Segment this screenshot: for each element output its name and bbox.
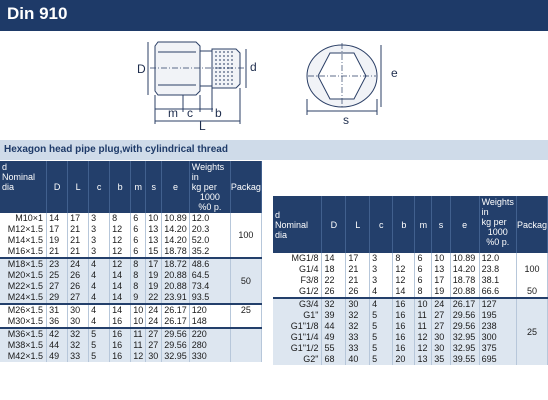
cell: 26 (346, 286, 370, 298)
cell: 14 (393, 286, 415, 298)
col-header-c: c (370, 196, 393, 253)
cell: 4 (89, 304, 110, 316)
dim-m-label: m (168, 106, 178, 120)
table-group (0, 258, 262, 304)
cell: 16 (110, 351, 131, 362)
cell: 5 (89, 328, 110, 340)
cell: 26.17 (162, 316, 190, 328)
cell: 27 (146, 328, 162, 340)
cell: M42×1.5 (0, 351, 47, 362)
cell: 93.5 (189, 292, 230, 304)
cell: 3 (89, 213, 110, 224)
cell: 38.1 (479, 275, 516, 286)
col-header-d-text: d (275, 209, 281, 220)
cell: 17 (432, 275, 451, 286)
cell: 32.95 (162, 351, 190, 362)
table-row (0, 224, 262, 235)
col-header-package: Packag (230, 161, 261, 213)
dim-e-label: e (391, 66, 398, 80)
cell: 21 (346, 264, 370, 275)
cell: M30×1.5 (0, 316, 47, 328)
col-header-D: D (322, 196, 346, 253)
cell: F3/8 (273, 275, 322, 286)
table-row (0, 281, 262, 292)
cell: 29.56 (450, 310, 479, 321)
cell: 30 (68, 304, 89, 316)
cell: 18.72 (162, 258, 190, 270)
col-header-s: s (146, 161, 162, 213)
cell: 32 (68, 328, 89, 340)
cell: 19 (432, 286, 451, 298)
cell: 12.0 (479, 253, 516, 264)
cell: 14.20 (162, 235, 190, 246)
cell: 3 (89, 224, 110, 235)
cell: 375 (479, 343, 516, 354)
cell: 21 (346, 275, 370, 286)
cell: 9 (131, 292, 146, 304)
cell: 12 (110, 246, 131, 258)
cell: 24 (146, 304, 162, 316)
cell: G3/4 (273, 298, 322, 310)
cell: 33 (346, 343, 370, 354)
cell: 8 (415, 286, 432, 298)
col-header-package: Packag (516, 196, 547, 253)
cell: 5 (370, 332, 393, 343)
col-header-L: L (346, 196, 370, 253)
cell: 18 (322, 264, 346, 275)
table-row (0, 351, 262, 362)
cell: 12 (110, 258, 131, 270)
cell: 20.3 (189, 224, 230, 235)
cell: 32 (68, 340, 89, 351)
cell: 64.5 (189, 270, 230, 281)
cell: 16 (393, 343, 415, 354)
cell: 14.20 (450, 264, 479, 275)
table-row (0, 246, 262, 258)
cell: 19 (146, 270, 162, 281)
cell: 20.88 (162, 270, 190, 281)
cell: 6 (131, 235, 146, 246)
cell: M22×1.5 (0, 281, 47, 292)
cell: 4 (370, 298, 393, 310)
cell: 36 (47, 316, 68, 328)
cell: 280 (189, 340, 230, 351)
cell: 4 (89, 281, 110, 292)
hexagon-end-view (307, 43, 381, 115)
cell: 35.2 (189, 246, 230, 258)
col-header-d-text: d (2, 162, 8, 172)
cell: 300 (479, 332, 516, 343)
cell: 25 (47, 270, 68, 281)
cell: 330 (189, 351, 230, 362)
cell: 5 (89, 340, 110, 351)
cell: 10 (131, 304, 146, 316)
cell: 35 (432, 354, 451, 365)
col-header-weights (189, 161, 230, 213)
dim-D-label: D (137, 62, 146, 76)
cell: 6 (415, 275, 432, 286)
cell: 14 (110, 304, 131, 316)
cell: 30 (146, 351, 162, 362)
cell: 68 (322, 354, 346, 365)
cell: G1/4 (273, 264, 322, 275)
table-group (0, 304, 262, 328)
cell: 27 (47, 281, 68, 292)
cell: 26 (68, 270, 89, 281)
cell: M18×1.5 (0, 258, 47, 270)
table-row (273, 332, 548, 343)
col-header-e: e (450, 196, 479, 253)
cell: 21 (68, 235, 89, 246)
col-header-L: L (68, 161, 89, 213)
cell: 14 (110, 292, 131, 304)
cell: 12 (131, 351, 146, 362)
package-cell (230, 328, 261, 362)
cell: 23.91 (162, 292, 190, 304)
cell: 16 (393, 298, 415, 310)
package-cell: 100 (230, 213, 261, 258)
weights-line-1: Weights in (481, 197, 514, 217)
cell: M12×1.5 (0, 224, 47, 235)
cell: 220 (189, 328, 230, 340)
cell: 10 (131, 316, 146, 328)
col-header-d (0, 161, 47, 213)
cell: 27 (146, 340, 162, 351)
col-header-c: c (89, 161, 110, 213)
dim-L-label: L (199, 119, 206, 133)
cell: 30 (432, 343, 451, 354)
cell: 6 (415, 253, 432, 264)
cell: 48.6 (189, 258, 230, 270)
cell: 29 (47, 292, 68, 304)
cell: 29.56 (162, 328, 190, 340)
cell: G1/2 (273, 286, 322, 298)
cell: 52.0 (189, 235, 230, 246)
table-row (0, 258, 262, 270)
cell: 238 (479, 321, 516, 332)
cell: 55 (322, 343, 346, 354)
cell: 73.4 (189, 281, 230, 292)
col-header-m: m (415, 196, 432, 253)
table-row (0, 304, 262, 316)
cell: 22 (322, 275, 346, 286)
cell: 10 (415, 298, 432, 310)
cell: 12 (393, 275, 415, 286)
cell: 23 (47, 258, 68, 270)
cell: 12.0 (189, 213, 230, 224)
cell: 4 (89, 316, 110, 328)
cell: 17 (47, 224, 68, 235)
cell: 26 (322, 286, 346, 298)
cell: 16 (110, 328, 131, 340)
cell: 24 (146, 316, 162, 328)
cell: 32.95 (450, 343, 479, 354)
table-row (273, 275, 548, 286)
cell: 8 (393, 253, 415, 264)
cell: 29.56 (450, 321, 479, 332)
cell: 21 (68, 246, 89, 258)
cell: 32 (346, 321, 370, 332)
cell: 14 (110, 281, 131, 292)
col-header-d (273, 196, 322, 253)
header-bar (0, 0, 548, 31)
dim-s-label: s (343, 113, 349, 127)
cell: 14 (322, 253, 346, 264)
table-group (273, 298, 548, 365)
cell: 12 (110, 224, 131, 235)
cell: 33 (68, 351, 89, 362)
cell: 18.78 (162, 246, 190, 258)
cell: 17 (146, 258, 162, 270)
col-header-D: D (47, 161, 68, 213)
cell: 15 (146, 246, 162, 258)
table-group (0, 328, 262, 362)
cell: 42 (47, 328, 68, 340)
cell: 3 (89, 235, 110, 246)
cell: 4 (370, 286, 393, 298)
cell: 30 (346, 298, 370, 310)
section-header (0, 140, 548, 160)
cell: 11 (415, 310, 432, 321)
weights-line-4: %0 p. (198, 202, 222, 212)
cell: 6 (131, 213, 146, 224)
table-row (0, 316, 262, 328)
col-header-weights (479, 196, 516, 253)
cell: 13 (415, 354, 432, 365)
cell: 20 (393, 354, 415, 365)
weights-line-3: 1000 (199, 192, 220, 202)
table-row (273, 354, 548, 365)
cell: 19 (47, 235, 68, 246)
cell: 22 (146, 292, 162, 304)
cell: 17 (346, 253, 370, 264)
col-header-b: b (393, 196, 415, 253)
cell: 44 (322, 321, 346, 332)
table-row (0, 213, 262, 224)
col-header-s: s (432, 196, 451, 253)
cell: 10 (146, 213, 162, 224)
cell: 4 (89, 292, 110, 304)
table-row (273, 310, 548, 321)
section-title: Hexagon head pipe plug,with cylindrical thread (4, 144, 228, 155)
cell: M10×1 (0, 213, 47, 224)
cell: M20×1.5 (0, 270, 47, 281)
cell: 5 (89, 351, 110, 362)
cell: 6 (415, 264, 432, 275)
cell: 8 (131, 270, 146, 281)
cell: 27 (432, 321, 451, 332)
cell: 29.56 (162, 340, 190, 351)
cell: 5 (370, 354, 393, 365)
dimension-table-metric (0, 161, 262, 362)
cell: 44 (47, 340, 68, 351)
table-row (273, 286, 548, 298)
cell: 39.55 (450, 354, 479, 365)
package-cell: 25 (230, 304, 261, 328)
cell: 3 (370, 275, 393, 286)
cell: 20.88 (450, 286, 479, 298)
cell: M24×1.5 (0, 292, 47, 304)
cell: G1" (273, 310, 322, 321)
dimension-table-pipe-thread (273, 196, 548, 365)
cell: 32.95 (450, 332, 479, 343)
cell: 24 (68, 258, 89, 270)
cell: 16 (110, 316, 131, 328)
weights-line-2: kg per (191, 182, 217, 192)
cell: 8 (131, 281, 146, 292)
cell: 21 (47, 246, 68, 258)
table-row (0, 328, 262, 340)
cell: 27 (68, 292, 89, 304)
cell: 6 (131, 246, 146, 258)
cell: 24 (432, 298, 451, 310)
cell: 3 (89, 246, 110, 258)
table-row (273, 343, 548, 354)
cell: 8 (110, 213, 131, 224)
technical-drawing (0, 31, 548, 135)
cell: 13 (146, 224, 162, 235)
weights-line-4: %0 p. (486, 237, 510, 247)
cell: M36×1.5 (0, 328, 47, 340)
cell: 6 (131, 224, 146, 235)
cell: 148 (189, 316, 230, 328)
cell: 12 (110, 235, 131, 246)
cell: 18.78 (450, 275, 479, 286)
cell: 49 (322, 332, 346, 343)
cell: 16 (110, 340, 131, 351)
cell: 5 (370, 321, 393, 332)
cell: 8 (131, 258, 146, 270)
table-row (273, 321, 548, 332)
table-row (0, 340, 262, 351)
cell: 20.88 (162, 281, 190, 292)
cell: 17 (68, 213, 89, 224)
col-header-nominal-text: Nominal dia (2, 172, 36, 192)
cell: 16 (393, 321, 415, 332)
cell: 12 (415, 332, 432, 343)
cell: 49 (47, 351, 68, 362)
cell: 5 (370, 343, 393, 354)
cell: 39 (322, 310, 346, 321)
cell: 16 (393, 310, 415, 321)
table-row (0, 235, 262, 246)
cell: 30 (432, 332, 451, 343)
table-row (0, 270, 262, 281)
cell: 13 (432, 264, 451, 275)
cell: 3 (370, 264, 393, 275)
cell: M16×1.5 (0, 246, 47, 258)
cell: M14×1.5 (0, 235, 47, 246)
dim-b-label: b (215, 106, 222, 120)
page-title: Din 910 (7, 4, 68, 23)
cell: 4 (89, 258, 110, 270)
cell: 10 (432, 253, 451, 264)
col-header-e: e (162, 161, 190, 213)
dim-c-label: c (187, 106, 193, 120)
plug-side-view (148, 42, 246, 124)
dim-d-label: d (250, 60, 257, 74)
cell: 11 (131, 328, 146, 340)
cell: 695 (479, 354, 516, 365)
table-group (273, 253, 548, 298)
cell: 11 (415, 321, 432, 332)
cell: 26.17 (162, 304, 190, 316)
cell: 66.6 (479, 286, 516, 298)
cell: 14 (47, 213, 68, 224)
cell: G1"1/8 (273, 321, 322, 332)
cell: 14 (110, 270, 131, 281)
cell: 10.89 (450, 253, 479, 264)
cell: 30 (68, 316, 89, 328)
cell: 195 (479, 310, 516, 321)
cell: 16 (393, 332, 415, 343)
cell: G1"1/4 (273, 332, 322, 343)
cell: 14.20 (162, 224, 190, 235)
cell: 26.17 (450, 298, 479, 310)
cell: 13 (146, 235, 162, 246)
cell: 21 (68, 224, 89, 235)
cell: 31 (47, 304, 68, 316)
cell: 3 (370, 253, 393, 264)
cell: G2" (273, 354, 322, 365)
weights-line-1: Weights in (191, 162, 225, 182)
col-header-m: m (131, 161, 146, 213)
table-row (273, 253, 548, 264)
cell: 11 (131, 340, 146, 351)
cell: M38×1.5 (0, 340, 47, 351)
table-group (0, 213, 262, 258)
cell: 12 (393, 264, 415, 275)
cell: 19 (146, 281, 162, 292)
col-header-nominal-text: Nominal dia (275, 219, 309, 240)
package-cell: 50 (230, 258, 261, 304)
table-row (273, 264, 548, 275)
cell: 4 (89, 270, 110, 281)
weights-line-2: kg per (481, 217, 507, 227)
cell: 26 (68, 281, 89, 292)
table-row (273, 298, 548, 310)
cell: 23.8 (479, 264, 516, 275)
cell: 32 (322, 298, 346, 310)
cell: 5 (370, 310, 393, 321)
cell: 10.89 (162, 213, 190, 224)
package-cell: 50 (516, 286, 547, 298)
cell: 12 (415, 343, 432, 354)
package-cell: 100 (516, 253, 547, 286)
cell: 40 (346, 354, 370, 365)
table-row (0, 292, 262, 304)
cell: 27 (432, 310, 451, 321)
cell: MG1/8 (273, 253, 322, 264)
cell: 33 (346, 332, 370, 343)
weights-line-3: 1000 (487, 227, 508, 237)
col-header-b: b (110, 161, 131, 213)
cell: 127 (479, 298, 516, 310)
package-cell: 25 (516, 298, 547, 365)
cell: 32 (346, 310, 370, 321)
cell: M26×1.5 (0, 304, 47, 316)
cell: G1"1/2 (273, 343, 322, 354)
cell: 120 (189, 304, 230, 316)
